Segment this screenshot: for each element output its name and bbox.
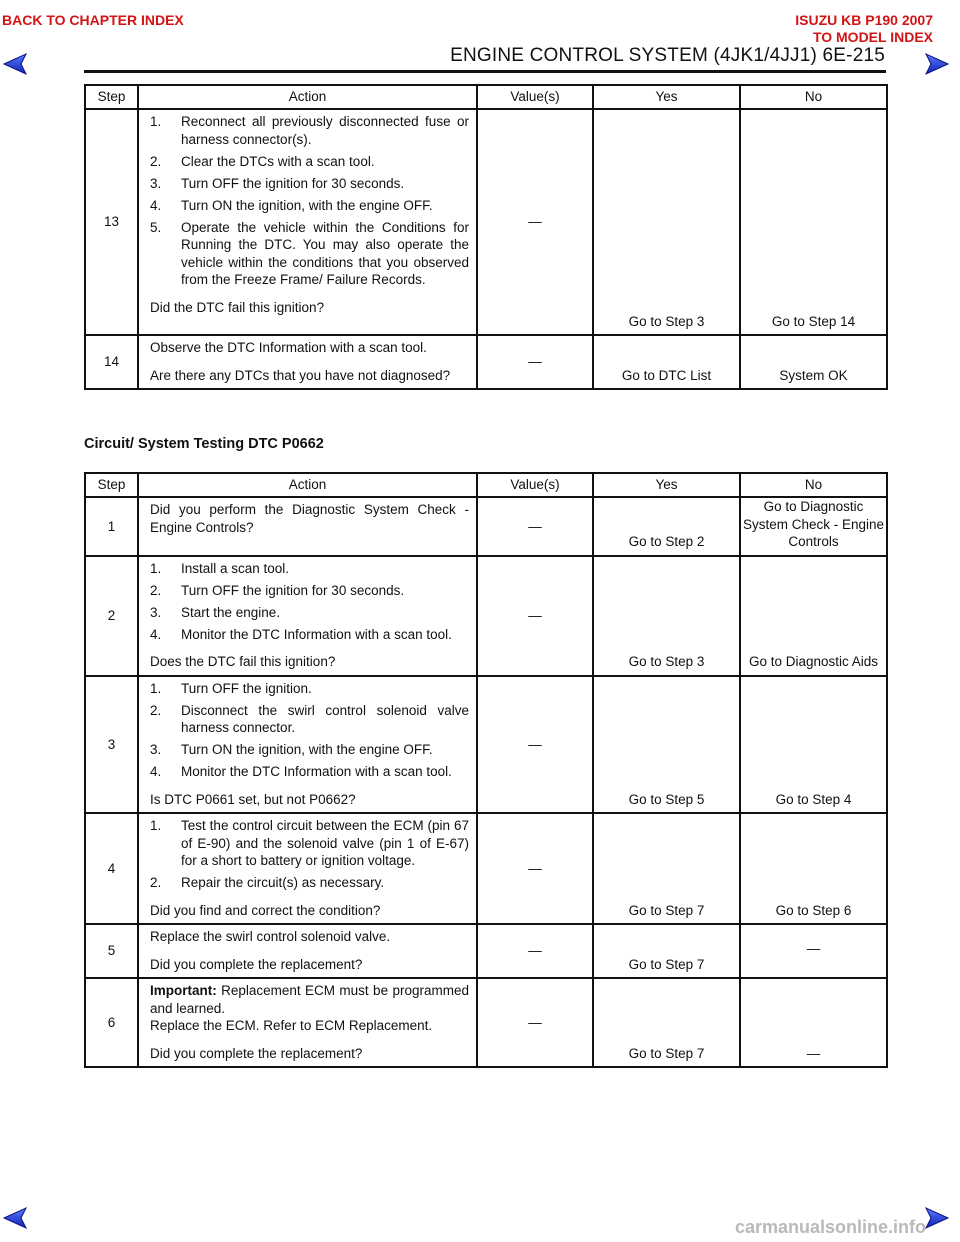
col-header-yes: Yes	[593, 85, 740, 109]
prev-page-arrow-bottom-icon[interactable]	[2, 1206, 40, 1230]
step-action: Important: Replacement ECM must be programmed and learned. Replace the ECM. Refer to ECM Replacement. Did you complete the replacement?	[138, 978, 477, 1067]
step-number: 5	[85, 924, 138, 978]
table-row	[85, 978, 887, 1067]
step-yes-link[interactable]: Go to Step 5	[593, 676, 740, 814]
step-value: —	[477, 109, 593, 335]
list-item: 2. Disconnect the swirl control solenoid valve harness connector.	[150, 702, 469, 735]
step-no-link[interactable]: Go to Step 14	[740, 109, 887, 335]
col-header-values: Value(s)	[477, 473, 593, 497]
col-header-action: Action	[138, 473, 477, 497]
table-row	[85, 676, 887, 814]
step-action	[138, 813, 477, 924]
list-item: 1. Reconnect all previously disconnected fuse or harness connector(s).	[150, 114, 469, 147]
step-yes-link[interactable]: Go to Step 7	[593, 813, 740, 924]
col-header-values: Value(s)	[477, 85, 593, 109]
step-value: —	[477, 556, 593, 676]
list-item: 3. Turn ON the ignition, with the engine OFF.	[150, 742, 433, 757]
table-header-row	[85, 85, 887, 109]
col-header-action: Action	[138, 85, 477, 109]
list-item: 2. Turn OFF the ignition for 30 seconds.	[150, 582, 405, 598]
step-yes-link[interactable]: Go to Step 7	[593, 978, 740, 1067]
diagnostic-table-p0662	[84, 472, 888, 1068]
step-no-value: —	[740, 924, 887, 978]
table-row	[85, 813, 887, 924]
step-no-link[interactable]: Go to Diagnostic System Check - Engine Controls	[740, 497, 887, 556]
step-yes-link[interactable]: Go to Step 3	[593, 556, 740, 676]
step-no-link[interactable]: Go to Step 6	[740, 813, 887, 924]
step-value: —	[477, 924, 593, 978]
step-action: Replace the swirl control solenoid valve. Did you complete the replacement?	[138, 924, 477, 978]
step-question: Did you complete the replacement?	[150, 1045, 363, 1061]
step-yes-link[interactable]: Go to Step 3	[593, 109, 740, 335]
list-item: 4. Turn ON the ignition, with the engine OFF.	[150, 197, 433, 213]
table-header-row	[85, 473, 887, 497]
step-no-link[interactable]: Go to Diagnostic Aids	[740, 556, 887, 676]
step-question: Does the DTC fail this ignition?	[150, 654, 336, 669]
step-action	[138, 676, 477, 814]
table-row	[85, 924, 887, 978]
step-number: 13	[85, 109, 138, 335]
step-action: Observe the DTC Information with a scan tool. Are there any DTCs that you have not diagnosed?	[138, 335, 477, 389]
table-row	[85, 109, 887, 335]
list-item: 2. Clear the DTCs with a scan tool.	[150, 153, 375, 169]
list-item: 4. Monitor the DTC Information with a scan tool.	[150, 626, 452, 642]
col-header-step: Step	[85, 85, 138, 109]
prev-page-arrow-icon[interactable]	[2, 52, 40, 76]
col-header-no: No	[740, 85, 887, 109]
step-value: —	[477, 676, 593, 814]
list-item: 3. Start the engine.	[150, 604, 281, 620]
step-action	[138, 109, 477, 335]
list-item: 1. Test the control circuit between the ECM (pin 67 of E-90) and the solenoid valve (pin 1 of E-67) for a short to battery or ignition voltage.	[150, 818, 469, 868]
watermark: carmanualsonline.info	[734, 1217, 926, 1237]
step-number: 14	[85, 335, 138, 389]
step-number: 4	[85, 813, 138, 924]
to-model-index-link[interactable]: TO MODEL INDEX	[812, 29, 933, 45]
step-number: 3	[85, 676, 138, 814]
col-header-yes: Yes	[593, 473, 740, 497]
section-title: Circuit/ System Testing DTC P0662	[84, 436, 324, 452]
list-item: 2. Repair the circuit(s) as necessary.	[150, 875, 385, 890]
page-header-title: ENGINE CONTROL SYSTEM (4JK1/4JJ1) 6E-215	[450, 45, 885, 66]
table-row	[85, 497, 887, 556]
step-no-link[interactable]: System OK	[740, 335, 887, 389]
step-number: 6	[85, 978, 138, 1067]
model-title-link[interactable]: ISUZU KB P190 2007	[795, 12, 933, 28]
step-question: Did you complete the replacement?	[150, 956, 363, 972]
step-question: Did the DTC fail this ignition?	[150, 299, 325, 315]
important-note: Important: Replacement ECM must be programmed and learned.	[150, 983, 469, 1016]
step-question: Is DTC P0661 set, but not P0662?	[150, 791, 356, 807]
list-item: 4. Monitor the DTC Information with a scan tool.	[150, 764, 452, 779]
step-yes-link[interactable]: Go to Step 2	[593, 497, 740, 556]
header-rule	[84, 70, 886, 73]
step-action	[138, 556, 477, 676]
list-item: 1. Install a scan tool.	[150, 560, 290, 576]
step-value: —	[477, 497, 593, 556]
step-action: Did you perform the Diagnostic System Check - Engine Controls?	[138, 497, 477, 556]
table-row	[85, 556, 887, 676]
step-value: —	[477, 978, 593, 1067]
col-header-step: Step	[85, 473, 138, 497]
step-number: 2	[85, 556, 138, 676]
step-question: Did you find and correct the condition?	[150, 902, 381, 918]
col-header-no: No	[740, 473, 887, 497]
step-value: —	[477, 813, 593, 924]
step-question: Are there any DTCs that you have not diagnosed?	[150, 367, 451, 383]
back-to-chapter-index-link[interactable]: BACK TO CHAPTER INDEX	[2, 12, 184, 28]
diagnostic-table-continued	[84, 84, 888, 390]
step-yes-link[interactable]: Go to Step 7	[593, 924, 740, 978]
step-number: 1	[85, 497, 138, 556]
step-value: —	[477, 335, 593, 389]
table-row	[85, 335, 887, 389]
step-yes-link[interactable]: Go to DTC List	[593, 335, 740, 389]
step-no-link[interactable]: Go to Step 4	[740, 676, 887, 814]
list-item: 5. Operate the vehicle within the Conditions for Running the DTC. You may also operate the vehicle within the conditions that you observed from the Freeze Frame/ Failure Records.	[150, 219, 469, 287]
list-item: 3. Turn OFF the ignition for 30 seconds.	[150, 175, 405, 191]
next-page-arrow-icon[interactable]	[912, 52, 950, 76]
step-no-value: —	[740, 978, 887, 1067]
list-item: 1. Turn OFF the ignition.	[150, 680, 312, 696]
